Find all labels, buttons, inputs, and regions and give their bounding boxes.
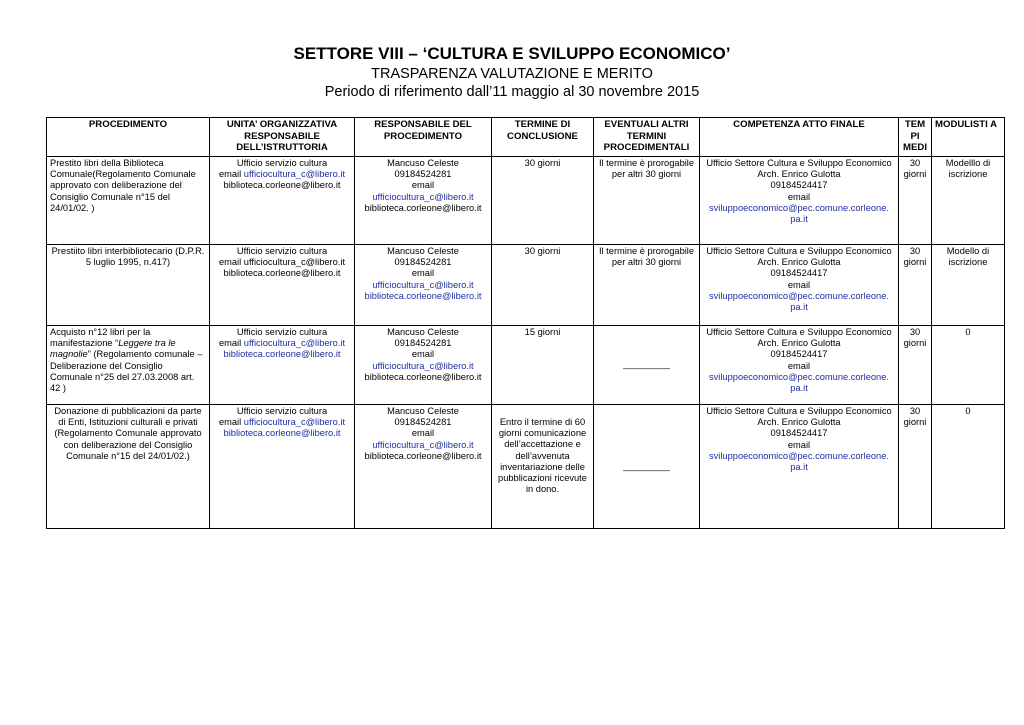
unit-email-label: email (218, 338, 244, 349)
resp-email1-link[interactable]: ufficiocultura_c@libero.it (372, 439, 474, 450)
col-header-termine: TERMINE DI CONCLUSIONE (492, 118, 594, 157)
document-title: SETTORE VIII – ‘CULTURA E SVILUPPO ECONOMICO’ (293, 44, 731, 63)
comp-office: Ufficio Settore Cultura e Sviluppo Economico (706, 246, 892, 256)
resp-email1-link[interactable]: ufficiocultura_c@libero.it (372, 191, 474, 202)
unit-email2-link[interactable]: biblioteca.corleone@libero.it (223, 180, 341, 191)
tempi-medi-text: 30 giorni (903, 406, 927, 428)
termine-text: Entro il termine di 60 giorni comunicazione dell’accettazione e dell’avvenuta inventariazione delle pubblicazioni ricevute in dono. (498, 417, 587, 495)
cell-tempi-medi (899, 245, 932, 326)
col-header-responsabile: RESPONSABILE DEL PROCEDIMENTO (355, 118, 492, 157)
cell-responsabile (355, 245, 492, 326)
resp-name: Mancuso Celeste (387, 327, 459, 337)
comp-pec-link[interactable]: sviluppoeconomico@pec.comune.corleone. pa.it (709, 202, 889, 225)
cell-altri-termini (594, 326, 700, 405)
unit-office: Ufficio servizio cultura (236, 327, 328, 337)
comp-office: Ufficio Settore Cultura e Sviluppo Economico (706, 327, 892, 337)
resp-phone: 09184524281 (394, 257, 452, 268)
resp-email-label: email (411, 180, 435, 191)
cell-altri-termini (594, 405, 700, 529)
procedimento-text-cont: ” (Regolamento comunale – Deliberazione del Consiglio Comunale n°25 del 27.03.2008 art. 42 ) (50, 349, 203, 394)
comp-email-label: email (787, 439, 811, 450)
cell-altri-termini (594, 245, 700, 326)
cell-responsabile (355, 157, 492, 245)
resp-email2-link[interactable]: biblioteca.corleone@libero.it (364, 202, 482, 213)
unit-email2-link[interactable]: biblioteca.corleone@libero.it (223, 349, 341, 360)
procedimento-italic-text: Leggere tra le magnolie (50, 338, 176, 360)
modulistica-text: 0 (965, 406, 971, 416)
cell-altri-termini (594, 157, 700, 245)
procedimento-text-cont: (Regolamento Comunale approvato con deliberazione del Consiglio Comunale n°15 del 24/01/02. ) (50, 169, 196, 213)
resp-email2-link[interactable]: biblioteca.corleone@libero.it (364, 371, 482, 382)
comp-phone: 09184524417 (770, 349, 828, 360)
cell-procedimento (47, 245, 210, 326)
altri-termini-text: Il termine è prorogabile per altri 30 giorni (598, 158, 695, 180)
resp-email2-link[interactable]: biblioteca.corleone@libero.it (364, 290, 482, 301)
cell-competenza (700, 245, 899, 326)
cell-termine (492, 405, 594, 529)
comp-phone: 09184524417 (770, 428, 828, 439)
cell-modulistica (932, 326, 1005, 405)
cell-modulistica (932, 157, 1005, 245)
comp-office: Ufficio Settore Cultura e Sviluppo Economico (706, 406, 892, 416)
termine-text: 30 giorni (524, 158, 561, 168)
unit-office: Ufficio servizio cultura (236, 246, 328, 256)
unit-email-link[interactable]: ufficiocultura_c@libero.it (243, 338, 346, 349)
unit-email-link[interactable]: ufficiocultura_c@libero.it (243, 417, 346, 428)
comp-pec-link[interactable]: sviluppoeconomico@pec.comune.corleone. pa.it (709, 450, 889, 473)
reference-period: Periodo di riferimento dall’11 maggio al 30 novembre 2015 (324, 84, 700, 100)
termine-text: 15 giorni (524, 327, 561, 337)
resp-name: Mancuso Celeste (387, 246, 459, 256)
col-header-modulistica: MODULISTI A (932, 118, 1005, 157)
cell-unita (210, 245, 355, 326)
comp-pec-link[interactable]: sviluppoeconomico@pec.comune.corleone. pa.it (709, 371, 889, 394)
modulistica-text: Modello di iscrizione (946, 246, 990, 268)
comp-email-label: email (787, 360, 811, 371)
col-header-competenza: COMPETENZA ATTO FINALE (700, 118, 899, 157)
tempi-medi-text: 30 giorni (903, 327, 927, 349)
resp-email-label: email (411, 349, 435, 360)
col-header-procedimento: PROCEDIMENTO (47, 118, 210, 157)
procedimento-text: Donazione di pubblicazioni da parte di Enti, Istituzioni culturali e privati (Regolamento Comunale approvato con deliberazione del Consiglio Comunale n°15 del 24/01/02.) (54, 406, 202, 461)
cell-tempi-medi (899, 326, 932, 405)
unit-email2-link[interactable]: biblioteca.corleone@libero.it (223, 268, 341, 279)
cell-competenza (700, 326, 899, 405)
resp-email1-link[interactable]: ufficiocultura_c@libero.it (372, 279, 474, 290)
resp-email1-link[interactable]: ufficiocultura_c@libero.it (372, 360, 474, 371)
cell-unita (210, 157, 355, 245)
resp-email-label: email (411, 268, 435, 279)
tempi-medi-text: 30 giorni (903, 158, 927, 180)
table-row (47, 245, 1005, 326)
modulistica-text: 0 (965, 327, 971, 337)
unit-office: Ufficio servizio cultura (236, 406, 328, 416)
comp-email-label: email (787, 279, 811, 290)
unit-email-label: email (218, 257, 244, 268)
comp-office: Ufficio Settore Cultura e Sviluppo Economico (706, 158, 892, 168)
comp-email-label: email (787, 191, 811, 202)
cell-modulistica (932, 245, 1005, 326)
modulistica-text: Modelllo di iscrizione (945, 158, 991, 180)
cell-procedimento (47, 405, 210, 529)
cell-tempi-medi (899, 405, 932, 529)
resp-name: Mancuso Celeste (387, 406, 459, 416)
unit-email-link[interactable]: ufficiocultura_c@libero.it (243, 169, 346, 180)
document-subtitle: TRASPARENZA VALUTAZIONE E MERITO (371, 66, 653, 82)
cell-procedimento (47, 326, 210, 405)
cell-modulistica (932, 405, 1005, 529)
table-header-row (47, 118, 1005, 157)
table-row (47, 326, 1005, 405)
cell-competenza (700, 405, 899, 529)
unit-email-label: email (218, 169, 244, 180)
cell-competenza (700, 157, 899, 245)
comp-arch: Arch. Enrico Gulotta (757, 417, 841, 428)
procedures-table (46, 117, 1005, 529)
comp-pec-link[interactable]: sviluppoeconomico@pec.comune.corleone. pa.it (709, 290, 889, 313)
col-header-altri-termini: EVENTUALI ALTRI TERMINI PROCEDIMENTALI (594, 118, 700, 157)
comp-phone: 09184524417 (770, 268, 828, 279)
cell-responsabile (355, 405, 492, 529)
col-header-tempi-medi: TEMPI MEDI (899, 118, 932, 157)
termine-text: 30 giorni (524, 246, 561, 256)
altri-termini-text: Il termine è prorogabile per altri 30 giorni (598, 246, 695, 268)
altri-termini-text: _________ (623, 460, 670, 471)
cell-termine (492, 326, 594, 405)
procedimento-text: Prestito libri della Biblioteca Comunale (50, 158, 164, 180)
resp-name: Mancuso Celeste (387, 158, 459, 168)
comp-arch: Arch. Enrico Gulotta (757, 257, 841, 268)
comp-arch: Arch. Enrico Gulotta (757, 338, 841, 349)
resp-email2-link[interactable]: biblioteca.corleone@libero.it (364, 450, 482, 461)
tempi-medi-text: 30 giorni (903, 246, 927, 268)
table-row (47, 157, 1005, 245)
unit-email-label: email (218, 417, 244, 428)
resp-phone: 09184524281 (394, 338, 452, 349)
cell-termine (492, 245, 594, 326)
cell-procedimento (47, 157, 210, 245)
cell-unita (210, 405, 355, 529)
cell-unita (210, 326, 355, 405)
unit-email-link[interactable]: ufficiocultura_c@libero.it (243, 257, 346, 268)
col-header-unita: UNITA’ ORGANIZZATIVA RESPONSABILE DELL’ISTRUTTORIA (210, 118, 355, 157)
comp-arch: Arch. Enrico Gulotta (757, 169, 841, 180)
comp-phone: 09184524417 (770, 180, 828, 191)
resp-phone: 09184524281 (394, 417, 452, 428)
procedimento-text: Prestiito libri interbibliotecario (D.P.R. 5 luglio 1995, n.417) (51, 246, 205, 268)
cell-tempi-medi (899, 157, 932, 245)
resp-phone: 09184524281 (394, 169, 452, 180)
cell-termine (492, 157, 594, 245)
altri-termini-text: _________ (623, 359, 670, 370)
table-row (47, 405, 1005, 529)
procedimento-text: Acquisto n°12 libri per la manifestazione “ (50, 327, 151, 349)
cell-responsabile (355, 326, 492, 405)
unit-office: Ufficio servizio cultura (236, 158, 328, 168)
unit-email2-link[interactable]: biblioteca.corleone@libero.it (223, 428, 341, 439)
resp-email-label: email (411, 428, 435, 439)
